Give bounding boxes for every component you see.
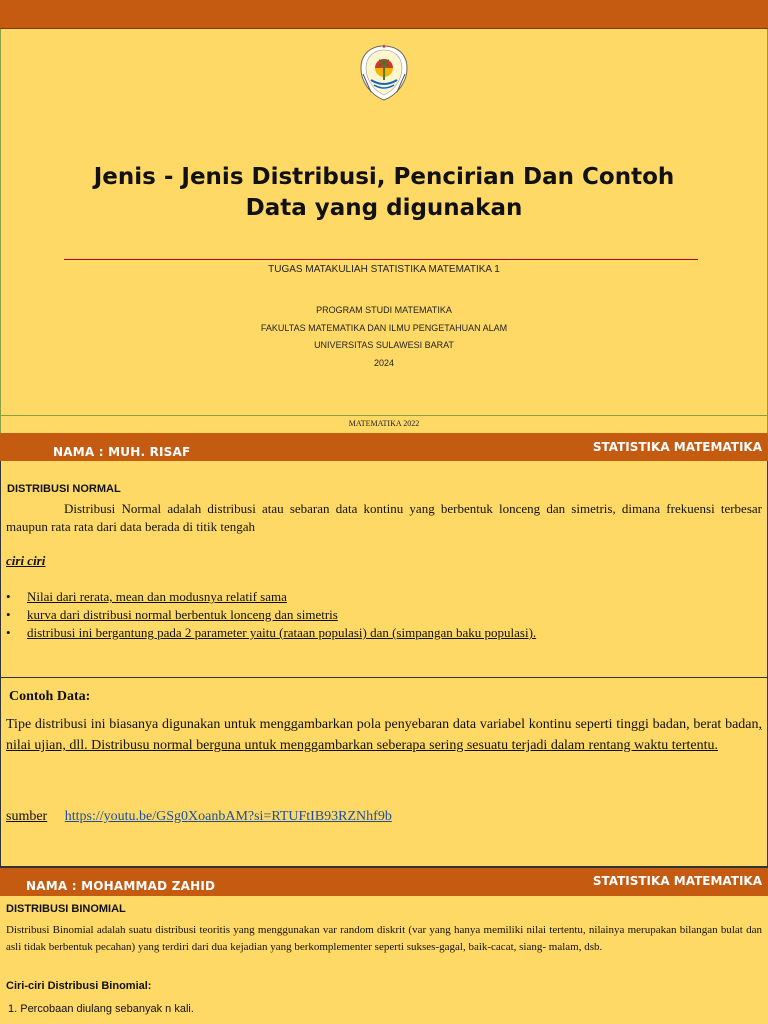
section1-course-tag: STATISTIKA MATEMATIKA xyxy=(592,440,762,454)
title-divider xyxy=(64,259,698,260)
section2-author-name: NAMA : MOHAMMAD ZAHID xyxy=(26,879,216,893)
section2-paragraph: Distribusi Binomial adalah suatu distribusi teoritis yang menggunakan var random diskrit (var yang hanya memiliki nilai tertentu, nilainya merupakan bilangan bulat dan asli tidak berbentuk pecahan) yang terdiri dari dua kejadian yang berkomplementer seperti sukses-gagal, baik-cacat, siang- malam, dsb. xyxy=(6,924,762,953)
section1-header-bar xyxy=(0,433,768,461)
university-crest-icon xyxy=(357,44,411,102)
section1-ciri-heading: ciri ciri xyxy=(6,553,46,568)
section2-header-bar xyxy=(0,867,768,896)
section1-paragraph: Distribusi Normal adalah distribusi atau sebaran data kontinu yang berbentuk lonceng dan simetris, dimana frekuensi terbesar maupun rata rata dari data berada di titik tengah xyxy=(6,501,762,534)
section2-ciri-heading: Ciri-ciri Distribusi Binomial: xyxy=(6,980,152,992)
cover-divider xyxy=(0,415,768,416)
contoh-text-part1: Tipe distribusi ini biasanya digunakan untuk menggambarkan pola penyebaran data variabel kontinu seperti tinggi badan, berat badan xyxy=(6,717,759,732)
faculty-label: FAKULTAS MATEMATIKA DAN ILMU PENGETAHUAN ALAM xyxy=(260,322,508,333)
list-item: • Nilai dari rerata, mean dan modusnya relatif sama xyxy=(0,588,760,606)
contoh-paragraph xyxy=(6,714,762,756)
contoh-text-part2: , nilai ujian, dll. Distribusu normal berguna untuk menggambarkan seberapa sering sesuatu terjadi dalam rentang waktu tertentu. xyxy=(6,717,762,753)
list-item: • kurva dari distribusi normal berbentuk lonceng dan simetris xyxy=(0,606,760,624)
class-label: MATEMATIKA 2022 xyxy=(348,419,420,428)
list-item: • distribusi ini bergantung pada 2 parameter yaitu (rataan populasi) dan (simpangan baku populasi). xyxy=(0,624,760,642)
sumber-link[interactable]: https://youtu.be/GSg0XoanbAM?si=RTUFtIB93RZNhf9b xyxy=(64,809,392,824)
year-label: 2024 xyxy=(373,357,395,368)
document-title xyxy=(0,162,768,224)
contoh-heading: Contoh Data: xyxy=(9,689,91,704)
university-label: UNIVERSITAS SULAWESI BARAT xyxy=(314,340,454,350)
section1-author-name: NAMA : MUH. RISAF xyxy=(53,445,191,459)
sumber-label: sumber xyxy=(6,809,48,824)
institution-block xyxy=(0,302,768,372)
section1-ciri-list xyxy=(0,588,760,642)
title-line-1: Jenis - Jenis Distribusi, Pencirian Dan Contoh xyxy=(93,164,675,190)
program-label: PROGRAM STUDI MATEMATIKA xyxy=(316,305,452,315)
section2-ciri-item: 1. Percobaan diulang sebanyak n kali. xyxy=(8,1003,194,1015)
title-line-2: Data yang digunakan xyxy=(245,195,523,221)
section1-heading: DISTRIBUSI NORMAL xyxy=(7,483,121,495)
top-bar xyxy=(0,0,768,29)
sumber-line xyxy=(6,809,392,825)
section2-course-tag: STATISTIKA MATEMATIKA xyxy=(592,874,762,888)
course-label: TUGAS MATAKULIAH STATISTIKA MATEMATIKA 1 xyxy=(268,264,500,275)
section2-heading: DISTRIBUSI BINOMIAL xyxy=(6,903,126,915)
section1-contoh-panel xyxy=(0,677,768,867)
